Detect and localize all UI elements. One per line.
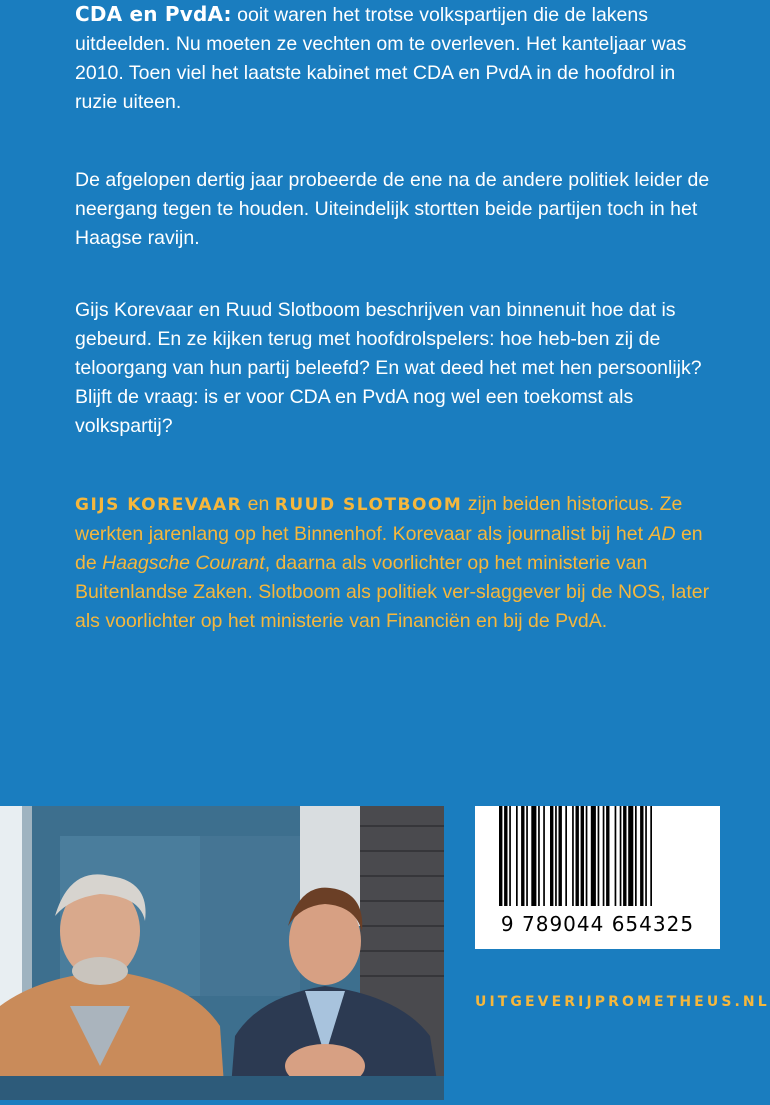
barcode-bar	[615, 806, 617, 906]
barcode-bar	[538, 806, 540, 906]
barcode-bar	[603, 806, 605, 906]
barcode-bar	[526, 806, 528, 906]
author-name-1: GIJS KOREVAAR	[75, 495, 243, 515]
blurb-paragraph-3	[75, 296, 715, 441]
barcode-bar	[499, 806, 502, 906]
barcode-bar	[581, 806, 584, 906]
barcode-bar	[555, 806, 557, 906]
publisher-url[interactable]: UITGEVERIJPROMETHEUS.NL	[475, 994, 770, 1010]
blurb-paragraph-1	[75, 0, 715, 117]
barcode-bar	[606, 806, 609, 906]
newspaper-ad: AD	[648, 523, 676, 545]
author-photo	[0, 806, 444, 1100]
author-bio-text-3: , daarna als voorlichter op het ministerie van Buitenlandse Zaken. Slotboom als politiek ver-slaggever bij de NOS, later als voorlichter op het ministerie van Financiën en bij de PvdA.	[75, 552, 710, 632]
barcode-bar	[591, 806, 596, 906]
isbn-number: 9 789044 654325	[500, 912, 695, 936]
author-bio	[75, 490, 715, 636]
author-name-2: RUUD SLOTBOOM	[274, 495, 463, 515]
barcode-bar	[543, 806, 545, 906]
barcode-bar	[586, 806, 588, 906]
author-bio-text-1: zijn beiden historicus. Ze werkten jarenlang op het Binnenhof. Korevaar als journalist bij het	[75, 493, 683, 545]
barcode-bar	[516, 806, 518, 906]
barcode-bar	[576, 806, 579, 906]
blurb-paragraph-2	[75, 166, 715, 253]
barcode-bar	[521, 806, 524, 906]
barcode-bar	[504, 806, 507, 906]
barcode-bar	[572, 806, 574, 906]
blurb-p2-text: De afgelopen dertig jaar probeerde de ene na de andere politiek leider de neergang tegen te houden. Uiteindelijk stortten beide partijen toch in het Haagse ravijn.	[75, 169, 710, 249]
blurb-lead: CDA en PvdA:	[75, 2, 232, 26]
barcode-bar	[531, 806, 536, 906]
barcode-bar	[620, 806, 622, 906]
newspaper-haagsche-courant: Haagsche Courant	[102, 552, 265, 574]
barcode-bar	[598, 806, 600, 906]
author-and: en	[242, 493, 275, 515]
blurb-p1-text: ooit waren het trotse volkspartijen die de lakens uitdeelden. Nu moeten ze vechten om te overleven. Het kanteljaar was 2010. Toen viel het laatste kabinet met CDA en PvdA in de hoofdrol in ruzie uiteen.	[75, 4, 687, 113]
author-bio-text-2: en de	[75, 523, 703, 574]
barcode-bar	[650, 806, 652, 906]
blurb-p3-text: Gijs Korevaar en Ruud Slotboom beschrijven van binnenuit hoe dat is gebeurd. En ze kijken terug met hoofdrolspelers: hoe heb-ben zij de teloorgang van hun partij beleefd? En wat deed het met hen persoonlijk? Blijft de vraag: is er voor CDA en PvdA nog wel een toekomst als volkspartij?	[75, 299, 702, 437]
barcode-bar	[565, 806, 567, 906]
barcode-bar	[623, 806, 626, 906]
barcode-bar	[640, 806, 643, 906]
barcode-bar	[645, 806, 647, 906]
barcode-bar	[509, 806, 511, 906]
barcode-bar	[559, 806, 562, 906]
barcode-bar	[628, 806, 633, 906]
isbn-barcode	[475, 806, 720, 949]
barcode-bar	[635, 806, 637, 906]
barcode-bar	[550, 806, 553, 906]
